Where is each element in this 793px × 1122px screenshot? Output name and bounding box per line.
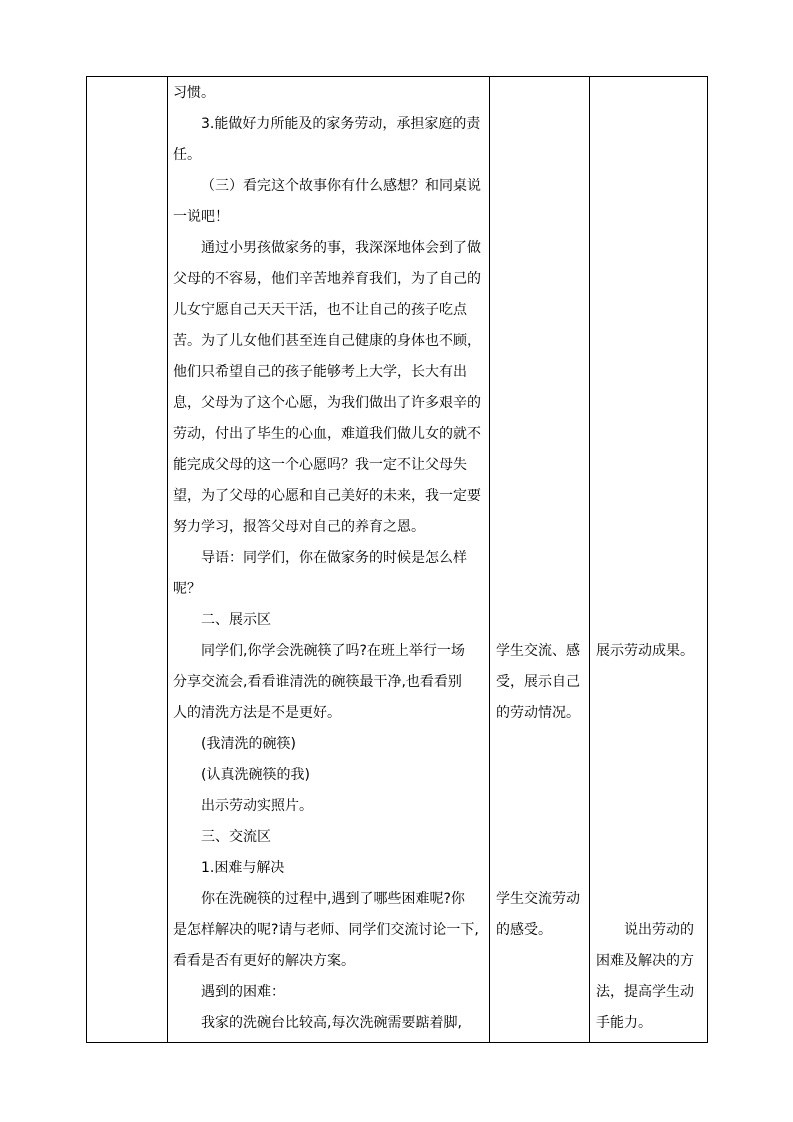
lesson-text-line: 一说吧！: [173, 209, 229, 225]
design-intent-line: 说出劳动的: [624, 922, 694, 938]
table-divider-3: [589, 76, 590, 1043]
lesson-text-line: 他们只希望自己的孩子能够考上大学，长大有出: [173, 364, 467, 380]
lesson-text-line: 导语：同学们，你在做家务的时候是怎么样: [201, 550, 467, 566]
table-divider-2: [489, 76, 490, 1043]
student-activity-line: 的感受。: [496, 922, 552, 938]
lesson-text-line: 息，父母为了这个心愿，为我们做出了许多艰辛的: [173, 395, 481, 411]
table-top-border: [86, 76, 708, 77]
lesson-text-line: 儿女宁愿自己天天干活，也不让自己的孩子吃点: [173, 302, 467, 318]
lesson-text-line: 是怎样解决的呢?请与老师、同学们交流讨论一下,: [173, 922, 479, 938]
lesson-text-line: 1.困难与解决: [201, 860, 285, 876]
lesson-text-line: 父母的不容易，他们辛苦地养育我们，为了自己的: [173, 271, 481, 287]
lesson-text-line: 三、交流区: [201, 829, 271, 845]
lesson-text-line: 习惯。: [173, 85, 215, 101]
table-border-left: [86, 76, 87, 1043]
lesson-text-line: 任。: [173, 147, 201, 163]
student-activity-line: 的劳动情况。: [496, 705, 580, 721]
lesson-text-line: 我家的洗碗台比较高,每次洗碗需要踮着脚,: [201, 1015, 462, 1031]
design-intent-line: 展示劳动成果。: [596, 643, 694, 659]
design-intent-line: 法，提高学生动: [596, 984, 694, 1000]
lesson-text-line: 劳动，付出了毕生的心血，难道我们做儿女的就不: [173, 426, 481, 442]
lesson-text-line: 你在洗碗筷的过程中,遇到了哪些困难呢?你: [201, 891, 465, 907]
table-border-right: [707, 76, 708, 1043]
table-divider-1: [167, 76, 168, 1043]
lesson-text-line: 分享交流会,看看谁清洗的碗筷最干净,也看看别: [173, 674, 462, 690]
lesson-text-line: (认真洗碗筷的我): [201, 767, 310, 783]
lesson-text-line: 望，为了父母的心愿和自己美好的未来，我一定要: [173, 488, 481, 504]
lesson-text-line: 同学们,你学会洗碗筷了吗?在班上举行一场: [201, 643, 465, 659]
student-activity-line: 学生交流劳动: [496, 891, 580, 907]
student-activity-line: 受，展示自己: [496, 674, 580, 690]
lesson-text-line: 能完成父母的这一个心愿吗？我一定不让父母失: [173, 457, 467, 473]
lesson-text-line: 苦。为了儿女他们甚至连自己健康的身体也不顾，: [173, 333, 481, 349]
lesson-text-line: 3.能做好力所能及的家务劳动，承担家庭的责: [201, 116, 481, 132]
lesson-text-line: 人的清洗方法是不是更好。: [173, 705, 341, 721]
lesson-text-line: 出示劳动实照片。: [201, 798, 313, 814]
lesson-text-line: 二、展示区: [201, 612, 271, 628]
design-intent-line: 手能力。: [596, 1015, 652, 1031]
design-intent-line: 困难及解决的方: [596, 953, 694, 969]
lesson-text-line: （三）看完这个故事你有什么感想？和同桌说: [201, 178, 481, 194]
lesson-text-line: (我清洗的碗筷): [201, 736, 296, 752]
lesson-text-line: 遇到的困难：: [201, 984, 285, 1000]
table-bottom-border: [86, 1042, 708, 1043]
lesson-text-line: 通过小男孩做家务的事，我深深地体会到了做: [201, 240, 481, 256]
student-activity-line: 学生交流、感: [496, 643, 580, 659]
lesson-text-line: 呢？: [173, 581, 201, 597]
lesson-text-line: 看看是否有更好的解决方案。: [173, 953, 355, 969]
lesson-text-line: 努力学习，报答父母对自己的养育之恩。: [173, 519, 425, 535]
